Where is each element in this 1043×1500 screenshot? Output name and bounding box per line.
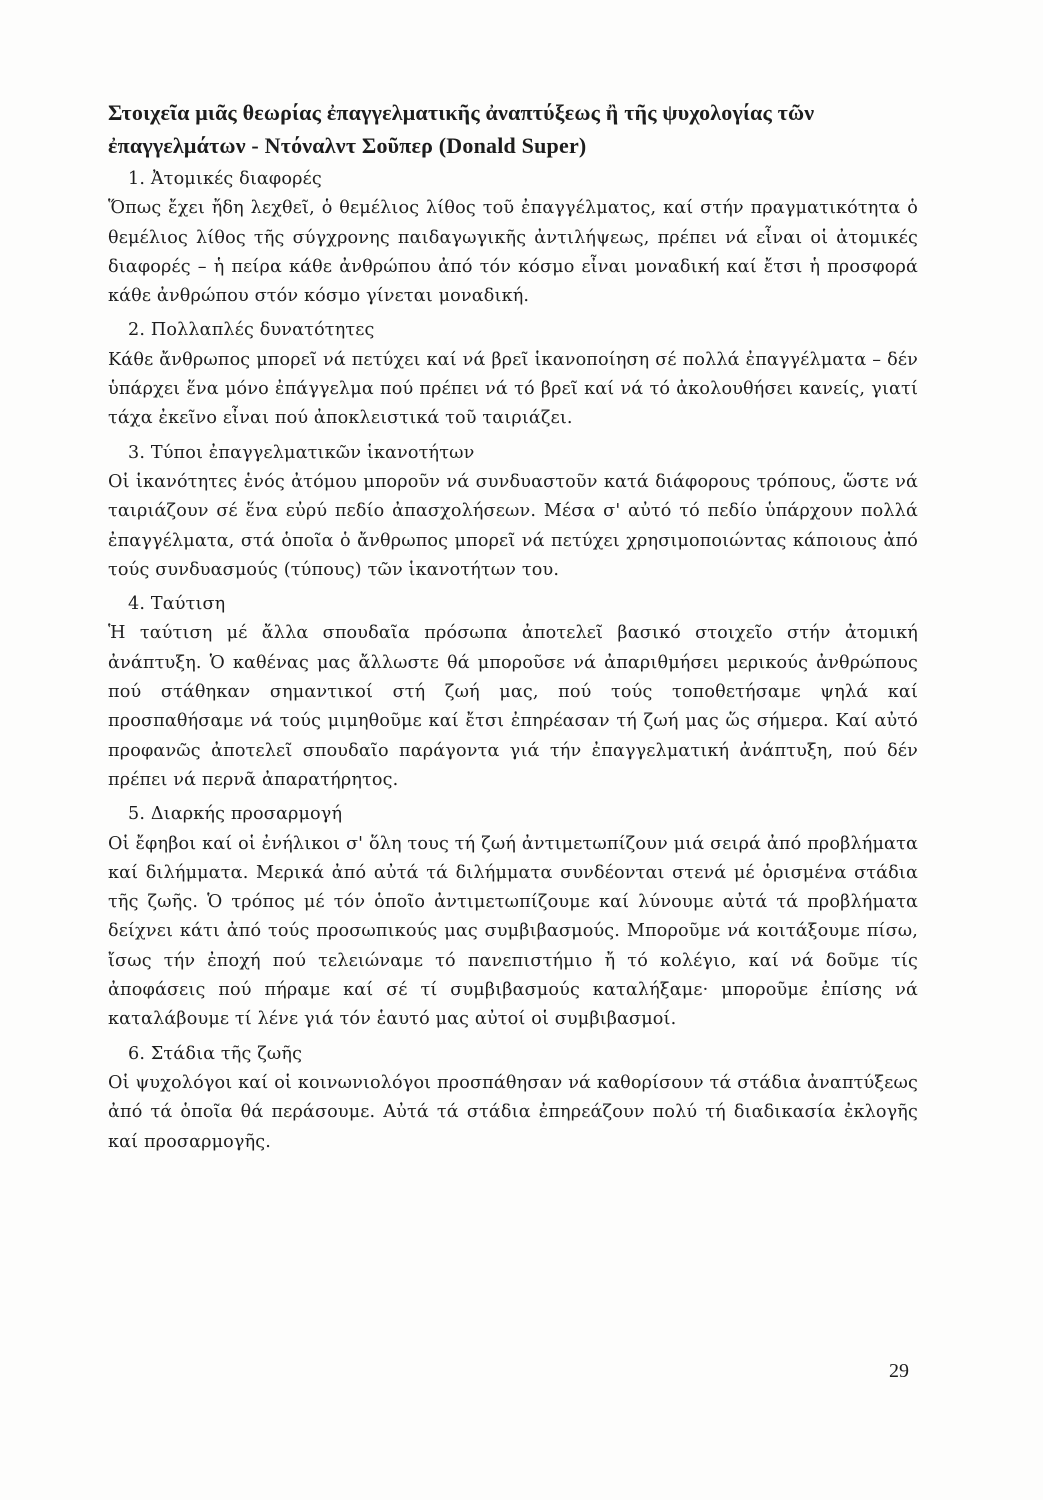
page-body: [108, 165, 918, 1162]
section-paragraph: Κάθε ἄνθρωπος μπορεῖ νά πετύχει καί νά βρεῖ ἱκανοποίηση σέ πολλά ἐπαγγέλματα – δέν ὑπάρχει ἕνα μόνο ἐπάγγελμα πού πρέπει νά τό βρεῖ καί νά τό ἀκολουθήσει κανείς, γιατί τάχα ἐκεῖνο εἶναι πού ἀποκλειστικά τοῦ ταιριάζει.: [108, 349, 918, 429]
section-ability-patterns: [108, 439, 918, 585]
section-title: 4. Ταύτιση: [128, 594, 226, 615]
section-continuous-adjustment: [108, 800, 918, 1034]
section-paragraph: Ὅπως ἔχει ἤδη λεχθεῖ, ὁ θεμέλιος λίθος τοῦ ἐπαγγέλματος, καί στήν πραγματικότητα ὁ θεμέλιος λίθος τῆς σύγχρονης παιδαγωγικῆς ἀντιλήψεως, πρέπει νά εἶναι οἱ ἀτομικές διαφορές – ἡ πείρα κάθε ἀνθρώπου ἀπό τόν κόσμο εἶναι μοναδική καί ἔτσι ἡ προσφορά κάθε ἀνθρώπου στόν κόσμο γίνεται μοναδική.: [108, 198, 918, 307]
section-individual-differences: [108, 165, 918, 311]
section-title: 1. Ἀτομικές διαφορές: [128, 169, 322, 189]
section-title: 6. Στάδια τῆς ζωῆς: [128, 1043, 303, 1064]
section-title: 3. Τύποι ἐπαγγελματικῶν ἱκανοτήτων: [128, 442, 475, 463]
section-life-stages: [108, 1040, 918, 1157]
section-identification: [108, 590, 918, 795]
section-paragraph: Οἱ ψυχολόγοι καί οἱ κοινωνιολόγοι προσπάθησαν νά καθορίσουν τά στάδια ἀναπτύξεως ἀπό τά ὁποῖα θά περάσουμε. Αὐτά τά στάδια ἐπηρεάζουν πολύ τή διαδικασία ἐκλογῆς καί προσαρμογῆς.: [108, 1072, 918, 1152]
section-title: 5. Διαρκής προσαρμογή: [128, 804, 343, 825]
section-paragraph: Οἱ ἔφηβοι καί οἱ ἐνήλικοι σ' ὅλη τους τή ζωή ἀντιμετωπίζουν μιά σειρά ἀπό προβλήματα καί διλήμματα. Μερικά ἀπό αὐτά τά διλήμματα συνδέονται στενά μέ ὁρισμένα στάδια τῆς ζωῆς. Ὁ τρόπος μέ τόν ὁποῖο ἀντιμετωπίζουμε καί λύνουμε αὐτά τά προβλήματα δείχνει κάτι ἀπό τούς προσωπικούς μας συμβιβασμούς. Μποροῦμε νά κοιτάξουμε πίσω, ἴσως τήν ἐποχή πού τελειώναμε τό πανεπιστήμιο ἤ τό κολέγιο, καί νά δοῦμε τίς ἀποφάσεις πού πήραμε καί σέ τί συμβιβασμούς καταλήξαμε· μποροῦμε ἐπίσης νά καταλάβουμε τί λένε γιά τόν ἑαυτό μας αὐτοί οἱ συμβιβασμοί.: [108, 833, 918, 1030]
section-paragraph: Ἡ ταύτιση μέ ἄλλα σπουδαῖα πρόσωπα ἀποτελεῖ βασικό στοιχεῖο στήν ἀτομική ἀνάπτυξη. Ὁ καθένας μας ἄλλωστε θά μποροῦσε νά ἀπαριθμήσει μερικούς ἀνθρώπους πού στάθηκαν σημαντικοί στή ζωή μας, πού τούς τοποθετήσαμε ψηλά καί προσπαθήσαμε νά τούς μιμηθοῦμε καί ἔτσι ἐπηρέασαν τή ζωή μας ὥς σήμερα. Καί αὐτό προφανῶς ἀποτελεῖ σπουδαῖο παράγοντα γιά τήν ἐπαγγελματική ἀνάπτυξη, πού δέν πρέπει νά περνᾶ ἀπαρατήρητος.: [108, 623, 918, 790]
section-multiple-potential: [108, 316, 918, 433]
section-title: 2. Πολλαπλές δυνατότητες: [128, 320, 375, 341]
chapter-heading: Στοιχεῖα μιᾶς θεωρίας ἐπαγγελματικῆς ἀναπτύξεως ἢ τῆς ψυχολογίας τῶν ἐπαγγελμάτων - Ντόναλντ Σοῦπερ (Donald Super): [108, 100, 815, 158]
page-number: 29: [889, 1360, 909, 1382]
section-paragraph: Οἱ ἱκανότητες ἑνός ἀτόμου μποροῦν νά συνδυαστοῦν κατά διάφορους τρόπους, ὥστε νά ταιριάζουν σέ ἕνα εὐρύ πεδίο ἀπασχολήσεων. Μέσα σ' αὐτό τό πεδίο ὑπάρχουν πολλά ἐπαγγέλματα, στά ὁποῖα ὁ ἄνθρωπος μπορεῖ νά πετύχει χρησιμοποιώντας κάποιους ἀπό τούς συνδυασμούς (τύπους) τῶν ἱκανοτήτων του.: [108, 471, 918, 580]
